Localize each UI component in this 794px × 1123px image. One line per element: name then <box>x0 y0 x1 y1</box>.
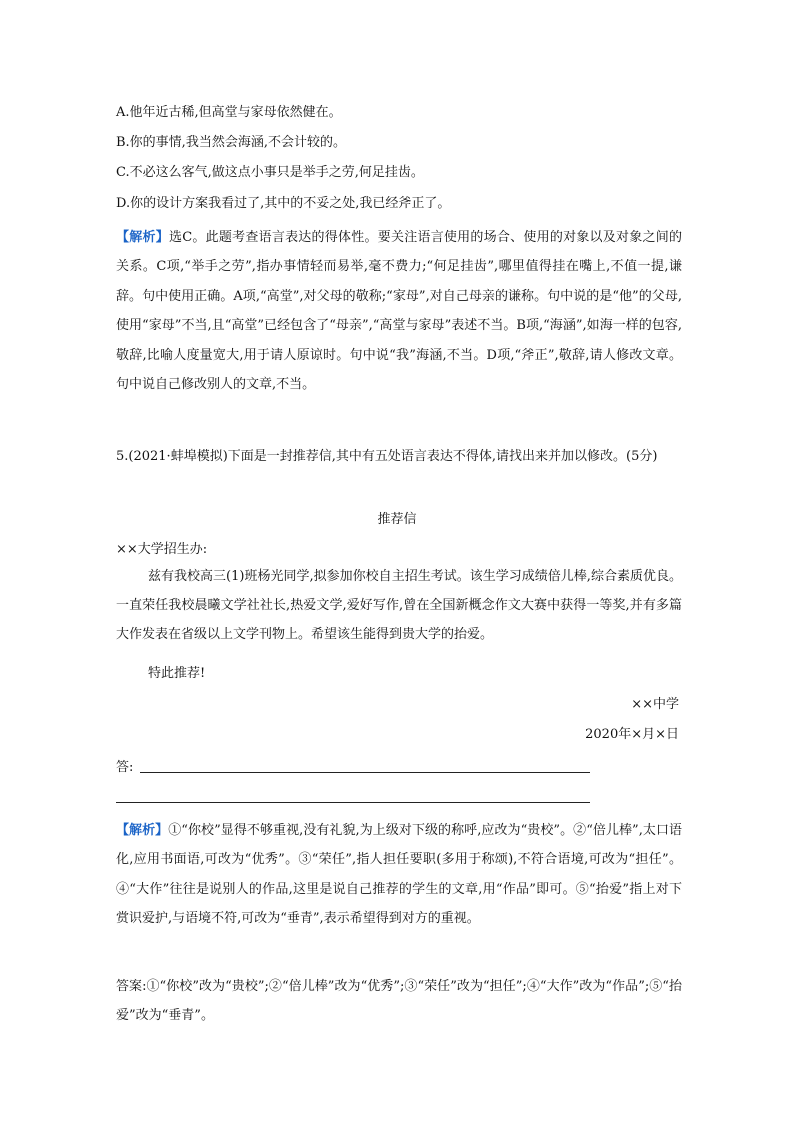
analysis-text: ①“你校”显得不够重视,没有礼貌,为上级对下级的称呼,应改为“贵校”。②“倍儿棒”,太口语化,应用书面语,可改为“优秀”。③“荣任”,指人担任要职(多用于称颂),不符合语境,可改为“担任”。④“大作”往往是说别人的作品,这里是说自己推荐的学生的文章,用“作品”即可。⑤“抬爱”指上对下赏识爱护,与语境不符,可改为“垂青”,表示希望得到对方的重视。 <box>116 823 682 927</box>
option-d: D.你的设计方案我看过了,其中的不妥之处,我已经斧正了。 <box>116 196 451 211</box>
option-a: A.他年近古稀,但高堂与家母依然健在。 <box>116 105 342 120</box>
option-b: B.你的事情,我当然会海涵,不会计较的。 <box>116 135 346 150</box>
analysis-tag: 【解析】 <box>116 230 169 245</box>
letter-body: 兹有我校高三(1)班杨光同学,拟参加你校自主招生考试。该生学习成绩倍儿棒,综合素质优良。一直荣任我校晨曦文学社社长,热爱文学,爱好写作,曾在全国新概念作文大赛中获得一等奖,并有多篇大作发表在省级以上文学刊物上。希望该生能得到贵大学的抬爱。 <box>116 569 682 642</box>
analysis-block-1 <box>116 223 682 399</box>
answer-line-2 <box>116 802 590 803</box>
letter-title: 推荐信 <box>377 512 417 527</box>
answer-text: 答案:①“你校”改为“贵校”;②“倍儿棒”改为“优秀”;③“荣任”改为“担任”;④“大作”改为“作品”;⑤“抬爱”改为“垂青”。 <box>116 979 682 1024</box>
question-5: 5.(2021·蚌埠模拟)下面是一封推荐信,其中有五处语言表达不得体,请找出来并加以修改。(5分) <box>116 449 658 464</box>
analysis-text: 选C。此题考查语言表达的得体性。要关注语言使用的场合、使用的对象以及对象之间的关系。C项,“举手之劳”,指办事情轻而易举,毫不费力;“何足挂齿”,哪里值得挂在嘴上,不值一提,谦辞。句中使用正确。A项,“高堂”,对父母的敬称;“家母”,对自己母亲的谦称。句中说的是“他”的父母,使用“家母”不当,且“高堂”已经包含了“母亲”,“高堂与家母”表述不当。B项,“海涵”,如海一样的包容,敬辞,比喻人度量宽大,用于请人原谅时。句中说“我”海涵,不当。D项,“斧正”,敬辞,请人修改文章。句中说自己修改别人的文章,不当。 <box>116 230 682 393</box>
letter-date: 2020年×月×日 <box>585 727 679 742</box>
letter-closing: 特此推荐! <box>148 666 206 681</box>
answer-label: 答: <box>116 760 134 775</box>
option-c: C.不必这么客气,做这点小事只是举手之劳,何足挂齿。 <box>116 165 424 180</box>
analysis-block-2 <box>116 816 682 934</box>
letter-salutation: ××大学招生办: <box>116 542 208 557</box>
letter-signature: ××中学 <box>631 697 679 712</box>
analysis-tag: 【解析】 <box>116 823 169 838</box>
answer-line-1 <box>140 772 590 773</box>
